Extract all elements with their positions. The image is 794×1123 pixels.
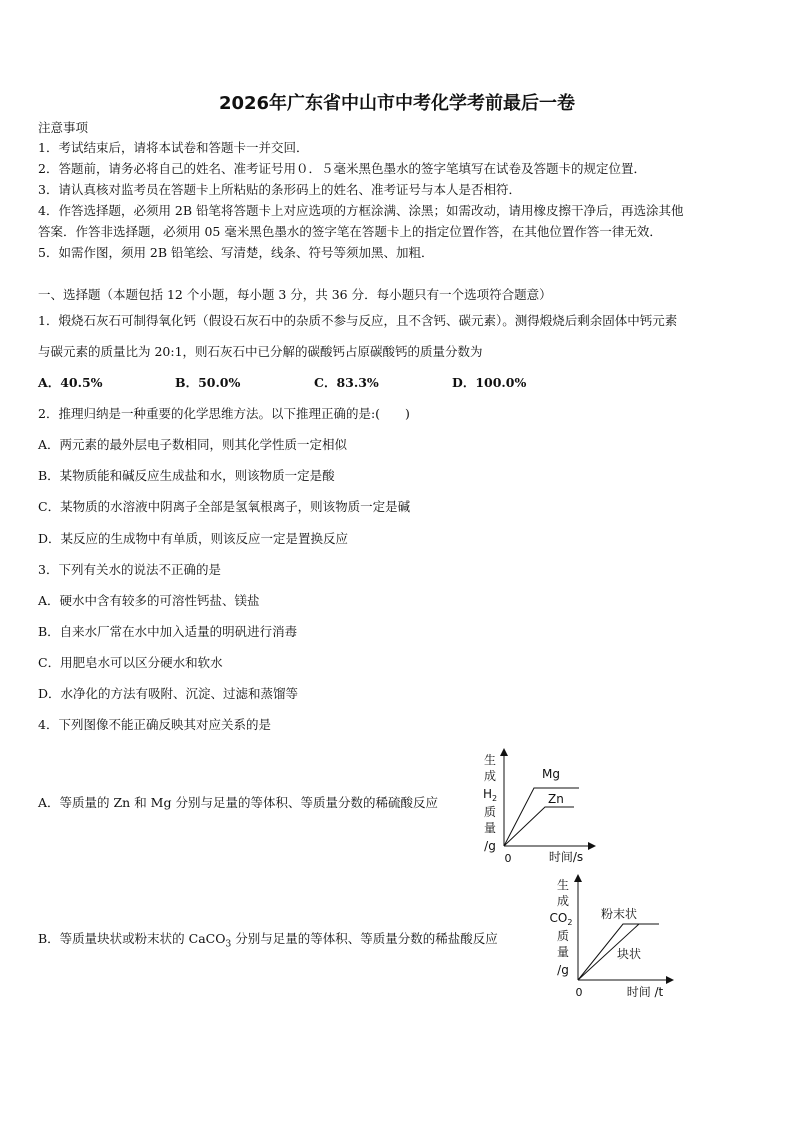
graph-a-ylabel-5: 量 [483,821,497,835]
notice-item-4: 4．作答选择题，必须用 2B 铅笔将答题卡上对应选项的方框涂满、涂黑；如需改动，请用橡皮擦干净后，再选涂其他 [38,203,684,218]
graph-a-ylabel-2: 成 [483,769,497,783]
graph-a-line-mg [504,788,579,846]
graph-b-ylabel-2: 成 [556,894,570,908]
q4-option-b-pre: B．等质量块状或粉末状的 CaCO [38,931,226,946]
q4-option-b-sub: 3 [225,939,232,950]
graph-a-ylabel-1: 生 [483,753,497,767]
graph-a-origin: 0 [504,852,512,865]
graph-a-xlabel: 时间/s [548,850,584,864]
q1-option-b: B．50.0% [175,375,241,390]
q3-stem: 3．下列有关水的说法不正确的是 [38,562,221,577]
notice-item-4-cont: 答案．作答非选择题，必须用 05 毫米黑色墨水的签字笔在答题卡上的指定位置作答，在其他位置作答一律无效． [38,224,662,239]
graph-a [476,748,596,866]
q4-option-a: A．等质量的 Zn 和 Mg 分别与足量的等体积、等质量分数的稀硫酸反应 [38,795,438,810]
graph-b-label-block: 块状 [617,947,642,961]
notice-item-3: 3．请认真核对监考员在答题卡上所粘贴的条形码上的姓名、准考证号与本人是否相符． [38,182,521,197]
q1-option-c: C．83.3% [314,375,379,390]
q2-option-b: B．某物质能和碱反应生成盐和水，则该物质一定是酸 [38,468,335,483]
q2-option-d: D．某反应的生成物中有单质，则该反应一定是置换反应 [38,531,349,546]
graph-b-ylabel-1: 生 [556,878,570,892]
graph-b-label-powder: 粉末状 [601,907,638,921]
graph-a-label-zn: Zn [548,792,564,806]
q1-option-d: D．100.0% [452,375,527,390]
q2-stem: 2．推理归纳是一种重要的化学思维方法。以下推理正确的是:( ) [38,406,410,421]
q1-stem-line1: 1．煅烧石灰石可制得氧化钙（假设石灰石中的杂质不参与反应，且不含钙、碳元素）。测得煅烧后剩余固体中钙元素 [38,313,678,328]
q4-option-b [38,931,498,953]
q4-stem: 4．下列图像不能正确反映其对应关系的是 [38,717,271,732]
q4-option-b-post: 分别与足量的等体积、等质量分数的稀盐酸反应 [231,931,498,946]
page-title: 2026年广东省中山市中考化学考前最后一卷 [218,93,576,114]
graph-b-ylabel-6: /g [557,963,569,977]
q3-option-d: D．水净化的方法有吸附、沉淀、过滤和蒸馏等 [38,686,299,701]
q3-option-a: A．硬水中含有较多的可溶性钙盐、镁盐 [38,593,260,608]
graph-b-xlabel: 时间 /t [626,985,664,999]
q2-option-c: C．某物质的水溶液中阴离子全部是氢氧根离子，则该物质一定是碱 [38,499,411,514]
graph-a-label-mg: Mg [542,767,560,781]
q3-option-b: B．自来水厂常在水中加入适量的明矾进行消毒 [38,624,298,639]
graph-b-ylabel-3: $CO_2$ [549,911,573,927]
section-heading: 一、选择题（本题包括 12 个小题，每小题 3 分，共 36 分．每小题只有一个选项符合题意） [38,287,552,302]
graph-b-ylabel-4: 质 [556,929,570,943]
graph-b-origin: 0 [575,986,583,999]
graph-a-ylabel-4: 质 [483,805,497,819]
q3-option-c: C．用肥皂水可以区分硬水和软水 [38,655,223,670]
notice-heading: 注意事项 [38,120,89,135]
notice-item-5: 5．如需作图，须用 2B 铅笔绘、写清楚，线条、符号等须加黑、加粗． [38,245,434,260]
graph-b-ylabel-5: 量 [556,945,570,959]
q1-stem-line2: 与碳元素的质量比为 20:1，则石灰石中已分解的碳酸钙占原碳酸钙的质量分数为 [38,344,483,359]
graph-a-ylabel-3: $H_2$ [482,787,498,803]
q1-option-a: A．40.5% [38,375,103,390]
q2-option-a: A．两元素的最外层电子数相同，则其化学性质一定相似 [38,437,348,452]
notice-item-1: 1．考试结束后，请将本试卷和答题卡一并交回． [38,140,309,155]
notice-item-2: 2．答题前，请务必将自己的姓名、准考证号用０．５毫米黑色墨水的签字笔填写在试卷及答题卡的规定位置． [38,161,646,176]
graph-b [549,874,674,1002]
graph-a-ylabel-6: /g [484,839,496,853]
